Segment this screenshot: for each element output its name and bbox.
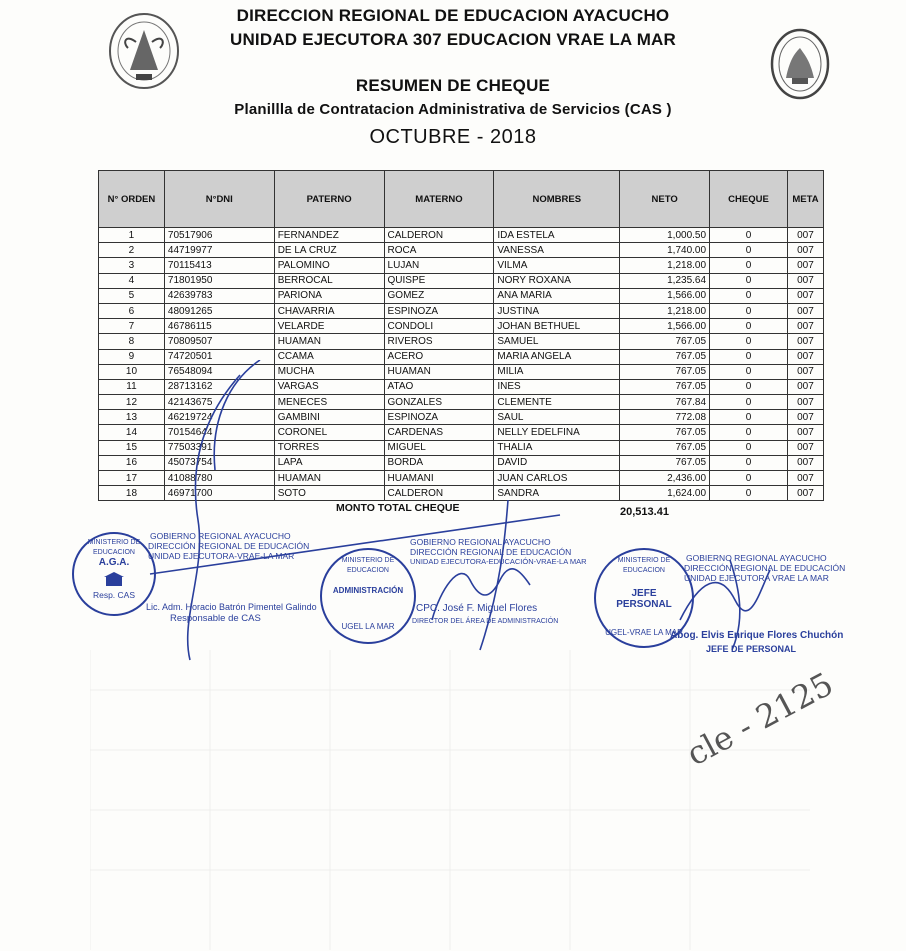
cell-cheque: 0 (710, 425, 788, 440)
cell-neto: 1,566.00 (620, 319, 710, 334)
cell-paterno: PARIONA (274, 288, 384, 303)
cell-orden: 14 (99, 425, 165, 440)
org-line-1: DIRECCION REGIONAL DE EDUCACION AYACUCHO (236, 6, 670, 25)
col-header-paterno: PATERNO (274, 171, 384, 228)
cell-meta: 007 (787, 303, 823, 318)
cell-dni: 42639783 (164, 288, 274, 303)
cell-nombres: NELLY EDELFINA (494, 425, 620, 440)
cell-dni: 48091265 (164, 303, 274, 318)
cell-orden: 3 (99, 258, 165, 273)
cell-orden: 6 (99, 303, 165, 318)
handwritten-note: cle - 2125 (680, 664, 840, 774)
cell-nombres: ANA MARIA (494, 288, 620, 303)
cell-paterno: MENECES (274, 395, 384, 410)
cell-paterno: TORRES (274, 440, 384, 455)
cell-materno: ATAO (384, 379, 494, 394)
cell-meta: 007 (787, 379, 823, 394)
cell-nombres: CLEMENTE (494, 395, 620, 410)
left-stamp-sub-text: Resp. CAS (92, 590, 136, 600)
middle-org-line-1: GOBIERNO REGIONAL AYACUCHO (410, 537, 551, 547)
cell-cheque: 0 (710, 319, 788, 334)
cell-nombres: JUAN CARLOS (494, 471, 620, 486)
cell-nombres: THALIA (494, 440, 620, 455)
cell-dni: 42143675 (164, 395, 274, 410)
right-stamp-top-text: MINISTERIO DE EDUCACION (617, 557, 671, 574)
table-row (99, 288, 824, 303)
right-org-line-3: UNIDAD EJECUTORA VRAE LA MAR (684, 573, 829, 583)
cell-materno: LUJAN (384, 258, 494, 273)
cell-materno: GOMEZ (384, 288, 494, 303)
cell-neto: 767.84 (620, 395, 710, 410)
table-row (99, 228, 824, 243)
cell-cheque: 0 (710, 228, 788, 243)
cell-materno: HUAMAN (384, 364, 494, 379)
right-org-line-2: DIRECCIÓN REGIONAL DE EDUCACIÓN (684, 563, 846, 573)
cell-meta: 007 (787, 471, 823, 486)
left-org-line-3: UNIDAD EJECUTORA-VRAE-LA MAR (148, 551, 295, 561)
cell-nombres: MILIA (494, 364, 620, 379)
cell-orden: 15 (99, 440, 165, 455)
cell-cheque: 0 (710, 303, 788, 318)
cell-materno: CALDERON (384, 228, 494, 243)
cell-materno: ACERO (384, 349, 494, 364)
middle-org-line-2: DIRECCIÓN REGIONAL DE EDUCACIÓN (410, 547, 572, 557)
cell-neto: 2,436.00 (620, 471, 710, 486)
left-stamp-top-text: MINISTERIO DE EDUCACION (87, 539, 141, 556)
cell-nombres: JOHAN BETHUEL (494, 319, 620, 334)
left-org-line-2: DIRECCIÓN REGIONAL DE EDUCACIÓN (148, 541, 310, 551)
col-header-orden: N° ORDEN (99, 171, 165, 228)
cell-materno: GONZALES (384, 395, 494, 410)
cell-neto: 1,218.00 (620, 303, 710, 318)
cell-dni: 76548094 (164, 364, 274, 379)
cell-cheque: 0 (710, 486, 788, 501)
middle-signer-role: DIRECTOR DEL ÁREA DE ADMINISTRACIÓN (412, 618, 559, 625)
cell-nombres: SAUL (494, 410, 620, 425)
col-header-materno: MATERNO (384, 171, 494, 228)
right-stamp-center-text: JEFE PERSONAL (616, 588, 672, 610)
cell-neto: 767.05 (620, 364, 710, 379)
table-row (99, 273, 824, 288)
cell-nombres: SANDRA (494, 486, 620, 501)
cell-dni: 70115413 (164, 258, 274, 273)
document-subtitle: Planillla de Contratacion Administrativa de Servicios (CAS ) (234, 101, 672, 118)
cell-orden: 18 (99, 486, 165, 501)
cell-materno: CONDOLI (384, 319, 494, 334)
cell-dni: 45073754 (164, 455, 274, 470)
table-header-row (99, 171, 824, 228)
cell-orden: 11 (99, 379, 165, 394)
document-title: RESUMEN DE CHEQUE (355, 76, 551, 95)
cell-orden: 1 (99, 228, 165, 243)
cell-neto: 767.05 (620, 425, 710, 440)
cell-orden: 17 (99, 471, 165, 486)
col-header-nombres: NOMBRES (494, 171, 620, 228)
cell-cheque: 0 (710, 364, 788, 379)
cell-paterno: LAPA (274, 455, 384, 470)
col-header-neto: NETO (620, 171, 710, 228)
table-row (99, 319, 824, 334)
org-line-2: UNIDAD EJECUTORA 307 EDUCACION VRAE LA MAR (229, 30, 677, 49)
left-signer-name: Lic. Adm. Horacio Batrón Pimentel Galindo (146, 602, 317, 612)
cell-dni: 77503391 (164, 440, 274, 455)
cell-dni: 74720501 (164, 349, 274, 364)
cell-materno: BORDA (384, 455, 494, 470)
cell-dni: 46219724 (164, 410, 274, 425)
cell-paterno: FERNANDEZ (274, 228, 384, 243)
cell-nombres: SAMUEL (494, 334, 620, 349)
cell-meta: 007 (787, 243, 823, 258)
cell-meta: 007 (787, 228, 823, 243)
cell-neto: 767.05 (620, 440, 710, 455)
col-header-cheque: CHEQUE (710, 171, 788, 228)
cell-orden: 4 (99, 273, 165, 288)
cell-neto: 1,218.00 (620, 258, 710, 273)
cell-orden: 8 (99, 334, 165, 349)
cell-nombres: DAVID (494, 455, 620, 470)
right-signer-role: JEFE DE PERSONAL (706, 644, 797, 654)
cell-neto: 1,624.00 (620, 486, 710, 501)
cell-orden: 7 (99, 319, 165, 334)
cell-dni: 44719977 (164, 243, 274, 258)
cell-cheque: 0 (710, 273, 788, 288)
cell-cheque: 0 (710, 288, 788, 303)
cell-orden: 12 (99, 395, 165, 410)
table-row (99, 258, 824, 273)
cell-materno: ESPINOZA (384, 303, 494, 318)
cell-paterno: VARGAS (274, 379, 384, 394)
cell-materno: ROCA (384, 243, 494, 258)
cell-meta: 007 (787, 334, 823, 349)
cell-paterno: CCAMA (274, 349, 384, 364)
cell-meta: 007 (787, 319, 823, 334)
cell-nombres: NORY ROXANA (494, 273, 620, 288)
cell-nombres: INES (494, 379, 620, 394)
cell-meta: 007 (787, 395, 823, 410)
cell-cheque: 0 (710, 455, 788, 470)
cell-meta: 007 (787, 486, 823, 501)
cell-cheque: 0 (710, 440, 788, 455)
cell-paterno: GAMBINI (274, 410, 384, 425)
cell-meta: 007 (787, 258, 823, 273)
cell-nombres: IDA ESTELA (494, 228, 620, 243)
cell-materno: RIVEROS (384, 334, 494, 349)
cell-dni: 46786115 (164, 319, 274, 334)
cell-cheque: 0 (710, 395, 788, 410)
cell-meta: 007 (787, 440, 823, 455)
col-header-dni: N°DNI (164, 171, 274, 228)
cell-cheque: 0 (710, 334, 788, 349)
cell-materno: ESPINOZA (384, 410, 494, 425)
cell-meta: 007 (787, 425, 823, 440)
cell-meta: 007 (787, 349, 823, 364)
cell-cheque: 0 (710, 379, 788, 394)
cell-orden: 5 (99, 288, 165, 303)
cell-materno: CALDERON (384, 486, 494, 501)
bleed-through-grid (90, 650, 810, 950)
cell-dni: 70154644 (164, 425, 274, 440)
cell-cheque: 0 (710, 258, 788, 273)
right-stamp-bottom-text: UGEL-VRAE LA MAR (605, 628, 683, 637)
col-header-meta: META (787, 171, 823, 228)
cell-nombres: MARIA ANGELA (494, 349, 620, 364)
left-signer-role: Responsable de CAS (170, 613, 261, 624)
cell-neto: 1,740.00 (620, 243, 710, 258)
cell-neto: 1,000.50 (620, 228, 710, 243)
cell-neto: 767.05 (620, 349, 710, 364)
cell-paterno: DE LA CRUZ (274, 243, 384, 258)
middle-stamp-top-text: MINISTERIO DE EDUCACION (341, 557, 395, 574)
cell-materno: CARDENAS (384, 425, 494, 440)
table-row (99, 303, 824, 318)
cell-orden: 16 (99, 455, 165, 470)
cell-cheque: 0 (710, 243, 788, 258)
middle-signer-name: CPC. José F. Miguel Flores (416, 603, 538, 614)
cell-paterno: BERROCAL (274, 273, 384, 288)
middle-stamp-bottom-text: UGEL LA MAR (341, 622, 395, 631)
cell-dni: 41088780 (164, 471, 274, 486)
cell-cheque: 0 (710, 410, 788, 425)
cell-materno: QUISPE (384, 273, 494, 288)
cell-dni: 70809507 (164, 334, 274, 349)
cell-orden: 13 (99, 410, 165, 425)
cell-meta: 007 (787, 288, 823, 303)
cell-paterno: MUCHA (274, 364, 384, 379)
cell-paterno: PALOMINO (274, 258, 384, 273)
cell-cheque: 0 (710, 471, 788, 486)
cell-nombres: JUSTINA (494, 303, 620, 318)
cell-dni: 71801950 (164, 273, 274, 288)
cell-cheque: 0 (710, 349, 788, 364)
left-org-line-1: GOBIERNO REGIONAL AYACUCHO (150, 531, 291, 541)
cell-neto: 772.08 (620, 410, 710, 425)
cell-meta: 007 (787, 364, 823, 379)
cell-paterno: VELARDE (274, 319, 384, 334)
table-row (99, 243, 824, 258)
cell-neto: 1,235.64 (620, 273, 710, 288)
cell-paterno: CORONEL (274, 425, 384, 440)
cell-paterno: CHAVARRIA (274, 303, 384, 318)
right-signer-name: Abog. Elvis Enrique Flores Chuchón (670, 630, 844, 641)
right-org-line-1: GOBIERNO REGIONAL AYACUCHO (686, 553, 827, 563)
cell-orden: 2 (99, 243, 165, 258)
cell-neto: 767.05 (620, 379, 710, 394)
total-value: 20,513.41 (620, 506, 669, 518)
cell-orden: 9 (99, 349, 165, 364)
left-stamp-center-text: A.G.A. (98, 557, 130, 568)
cell-materno: MIGUEL (384, 440, 494, 455)
cell-nombres: VILMA (494, 258, 620, 273)
cell-nombres: VANESSA (494, 243, 620, 258)
cell-meta: 007 (787, 273, 823, 288)
cell-dni: 70517906 (164, 228, 274, 243)
cell-neto: 767.05 (620, 334, 710, 349)
cell-paterno: HUAMAN (274, 471, 384, 486)
middle-stamp-center-text: ADMINISTRACIÓN (332, 586, 404, 595)
table-row (99, 334, 824, 349)
cell-dni: 28713162 (164, 379, 274, 394)
middle-org-line-3: UNIDAD EJECUTORA-EDUCACIÓN-VRAE-LA MAR (410, 557, 587, 566)
handwritten-signatures (0, 360, 906, 680)
cell-dni: 46971700 (164, 486, 274, 501)
cell-neto: 1,566.00 (620, 288, 710, 303)
cell-materno: HUAMANI (384, 471, 494, 486)
cell-meta: 007 (787, 410, 823, 425)
cell-orden: 10 (99, 364, 165, 379)
cell-paterno: SOTO (274, 486, 384, 501)
cell-neto: 767.05 (620, 455, 710, 470)
period-label: OCTUBRE - 2018 (369, 126, 537, 148)
cell-paterno: HUAMAN (274, 334, 384, 349)
cell-meta: 007 (787, 455, 823, 470)
total-label: MONTO TOTAL CHEQUE (336, 502, 460, 514)
